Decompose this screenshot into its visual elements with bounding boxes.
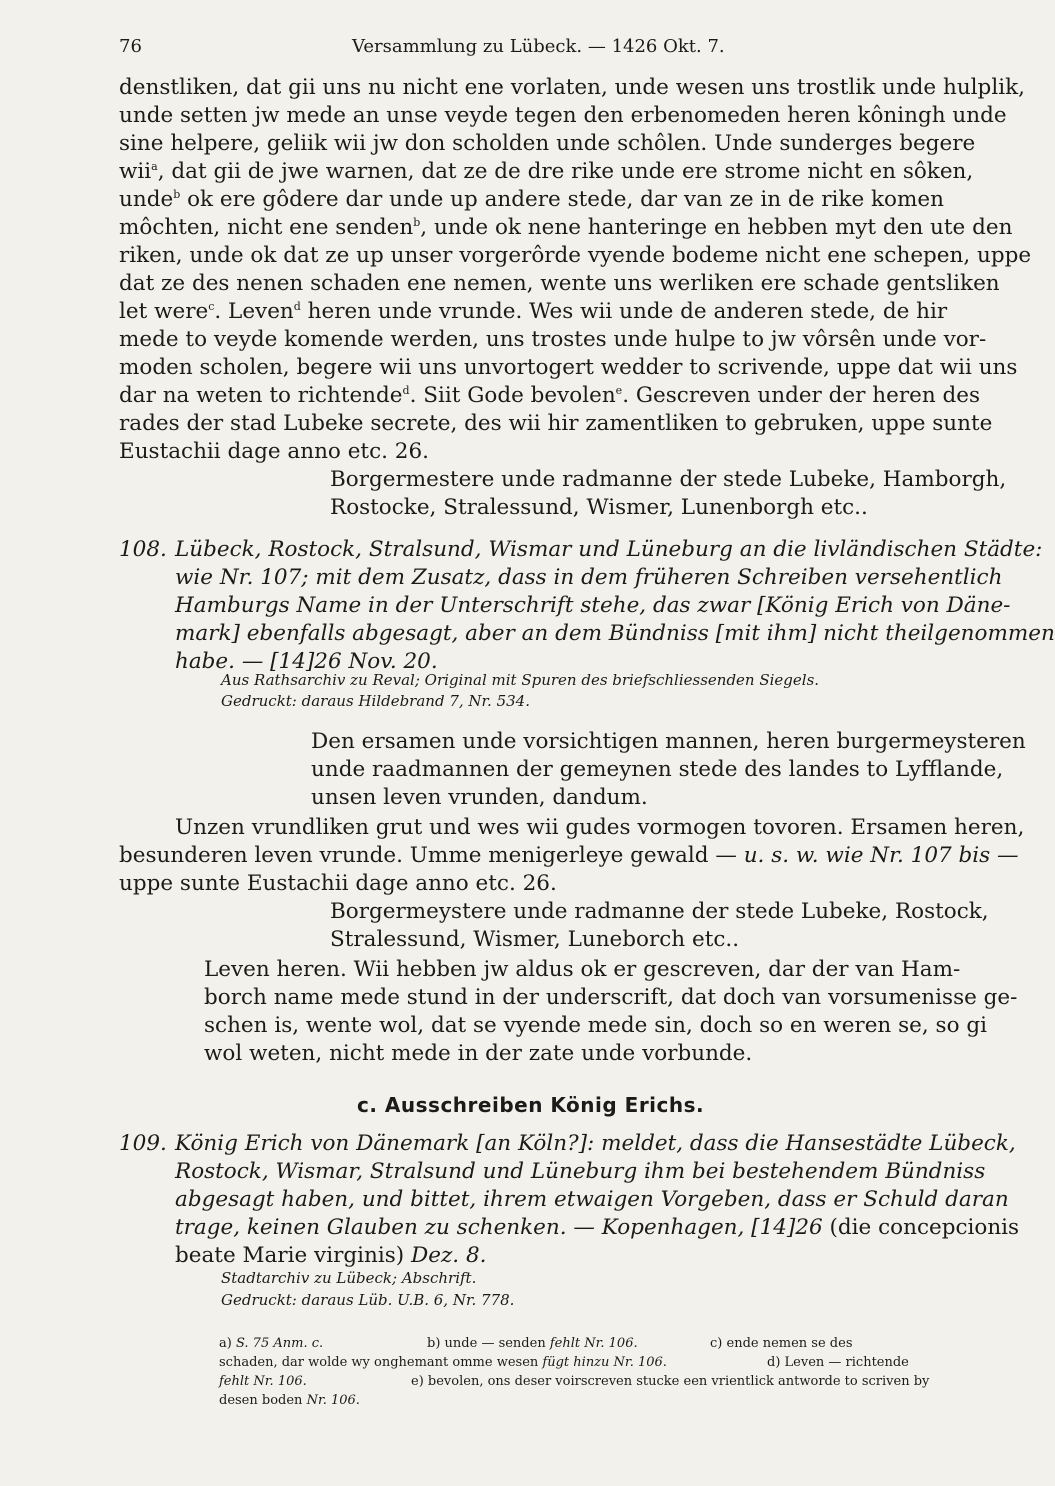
- regest-line: König Erich von Dänemark [an Köln?]: meldet, dass die Hansestädte Lübeck,: [175, 1131, 1016, 1156]
- signature-line: Borgermestere unde radmanne der stede Lubeke, Hamborgh,: [330, 467, 1007, 492]
- text-line: riken, unde ok dat ze up unser vorgerôrde vyende bodeme nicht ene schepen, uppe: [119, 243, 1032, 268]
- text-line: let were$^c$. Leven$^d$ heren unde vrunde. Wes wii unde de anderen stede, de hir: [119, 299, 948, 324]
- regest-line: beate Marie virginis) Dez. 8.: [175, 1243, 487, 1268]
- footnote-c: c) ende nemen se des: [710, 1336, 853, 1351]
- regest-line: trage, keinen Glauben zu schenken. — Kopenhagen, [14]26 (die concepcionis: [175, 1215, 1020, 1240]
- source-note: Gedruckt: daraus Lüb. U.B. 6, Nr. 778.: [221, 1291, 515, 1309]
- signature-line: Rostocke, Stralessund, Wismer, Lunenborgh etc..: [330, 495, 868, 520]
- text-line: denstliken, dat gii uns nu nicht ene vorlaten, unde wesen uns trostlik unde hulplik,: [119, 75, 1025, 100]
- text-line: schen is, wente wol, dat se vyende mede sin, doch so en weren se, so gi: [204, 1013, 987, 1038]
- text-line: wii$^a$, dat gii de jwe warnen, dat ze de dre rike unde ere strome nicht en sôken,: [119, 159, 974, 184]
- footnote-c-continued: schaden, dar wolde wy onghemant omme wesen fügt hinzu Nr. 106.: [219, 1355, 667, 1370]
- text-line: Eustachii dage anno etc. 26.: [119, 439, 429, 464]
- page-number: 76: [119, 36, 142, 57]
- regest-line: Rostock, Wismar, Stralsund und Lüneburg ihm bei bestehendem Bündniss: [175, 1159, 986, 1184]
- footnote-e: e) bevolen, ons deser voirscreven stucke een vrientlick antworde to scriven by: [411, 1374, 930, 1389]
- text-line: Unzen vrundliken grut und wes wii gudes vormogen tovoren. Ersamen heren,: [175, 815, 1025, 840]
- footnote-d: d) Leven — richtende: [767, 1355, 909, 1370]
- regest-line: mark] ebenfalls abgesagt, aber an dem Bündniss [mit ihm] nicht theilgenommen: [175, 621, 1055, 646]
- regest-line: Hamburgs Name in der Unterschrift stehe, das zwar [König Erich von Däne-: [175, 593, 1011, 618]
- running-title: Versammlung zu Lübeck. — 1426 Okt. 7.: [352, 36, 725, 57]
- address-line: Den ersamen unde vorsichtigen mannen, heren burgermeysteren: [311, 729, 1026, 754]
- entry-number: 109.: [119, 1131, 167, 1156]
- text-line: uppe sunte Eustachii dage anno etc. 26.: [119, 871, 557, 896]
- section-heading: c. Ausschreiben König Erichs.: [357, 1093, 705, 1117]
- regest-line: habe. — [14]26 Nov. 20.: [175, 649, 438, 674]
- address-line: unde raadmannen der gemeynen stede des landes to Lyfflande,: [311, 757, 1004, 782]
- text-line: unde setten jw mede an unse veyde tegen den erbenomeden heren kôningh unde: [119, 103, 1007, 128]
- regest-line: Lübeck, Rostock, Stralsund, Wismar und Lüneburg an die livländischen Städte:: [175, 537, 1043, 562]
- footnote-d-continued: fehlt Nr. 106.: [219, 1374, 307, 1389]
- regest-line: abgesagt haben, und bittet, ihrem etwaigen Vorgeben, dass er Schuld daran: [175, 1187, 1009, 1212]
- entry-number: 108.: [119, 537, 167, 562]
- text-line: dat ze des nenen schaden ene nemen, wente uns werliken ere schade gentsliken: [119, 271, 1000, 296]
- footnote-a: a) S. 75 Anm. c.: [219, 1336, 324, 1351]
- text-line: unde$^b$ ok ere gôdere dar unde up andere stede, dar van ze in de rike komen: [119, 187, 944, 212]
- source-note: Stadtarchiv zu Lübeck; Abschrift.: [221, 1269, 477, 1287]
- text-line: besunderen leven vrunde. Umme menigerleye gewald — u. s. w. wie Nr. 107 bis —: [119, 843, 1019, 868]
- text-line: Leven heren. Wii hebben jw aldus ok er gescreven, dar der van Ham-: [204, 957, 961, 982]
- address-line: unsen leven vrunden, dandum.: [311, 785, 648, 810]
- text-line: moden scholen, begere wii uns unvortogert wedder to scrivende, uppe dat wii uns: [119, 355, 1018, 380]
- text-line: rades der stad Lubeke secrete, des wii hir zamentliken to gebruken, uppe sunte: [119, 411, 993, 436]
- text-line: sine helpere, geliik wii jw don scholden unde schôlen. Unde sunderges begere: [119, 131, 976, 156]
- signature-line: Borgermeystere unde radmanne der stede Lubeke, Rostock,: [330, 899, 989, 924]
- text-line: wol weten, nicht mede in der zate unde vorbunde.: [204, 1041, 753, 1066]
- footnote-e-continued: desen boden Nr. 106.: [219, 1393, 360, 1408]
- regest-line: wie Nr. 107; mit dem Zusatz, dass in dem früheren Schreiben versehentlich: [175, 565, 1003, 590]
- signature-line: Stralessund, Wismer, Luneborch etc..: [330, 927, 740, 952]
- footnote-b: b) unde — senden fehlt Nr. 106.: [427, 1336, 638, 1351]
- text-line: mede to veyde komende werden, uns trostes unde hulpe to jw vôrsên unde vor-: [119, 327, 987, 352]
- text-line: môchten, nicht ene senden$^b$, unde ok nene hanteringe en hebben myt den ute den: [119, 215, 1013, 240]
- text-line: dar na weten to richtende$^d$. Siit Gode bevolen$^e$. Gescreven under der heren des: [119, 383, 981, 408]
- source-note: Aus Rathsarchiv zu Reval; Original mit Spuren des briefschliessenden Siegels.: [221, 671, 820, 689]
- text-line: borch name mede stund in der underscrift, dat doch van vorsumenisse ge-: [204, 985, 1018, 1010]
- source-note: Gedruckt: daraus Hildebrand 7, Nr. 534.: [221, 692, 530, 710]
